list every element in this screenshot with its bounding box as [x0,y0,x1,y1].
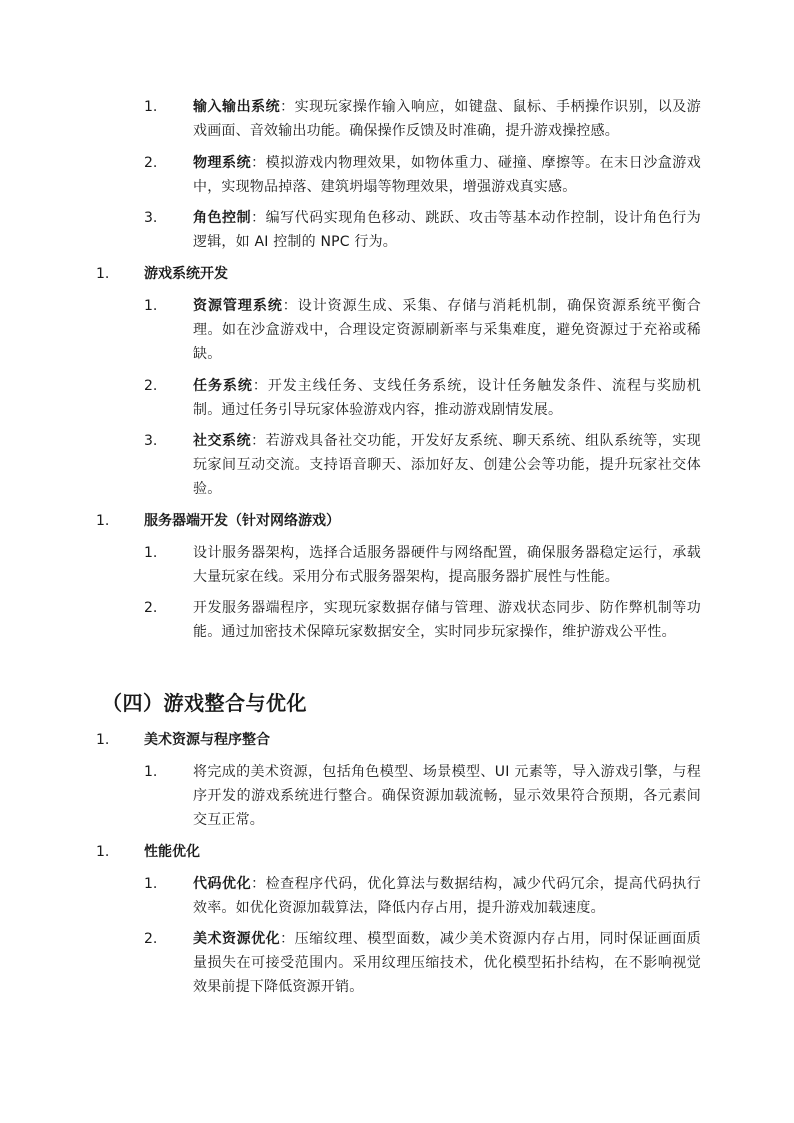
list-item-text [193,374,701,422]
list-number: 1. [144,876,158,892]
list-item-text [193,429,701,501]
list-item-description: ：设计资源生成、采集、存储与消耗机制，确保资源系统平衡合理。如在沙盒游戏中，合理设定资源刷新率与采集难度，避免资源过于充裕或稀缺。 [193,298,701,362]
list-item-text [193,596,701,644]
list-number: 1. [96,732,110,748]
list-item-description: ：实现玩家操作输入响应，如键盘、鼠标、手柄操作识别，以及游戏画面、音效输出功能。确保操作反馈及时准确，提升游戏操控感。 [193,99,701,139]
list-item-description: 将完成的美术资源，包括角色模型、场景模型、UI 元素等，导入游戏引擎，与程序开发的游戏系统进行整合。确保资源加载流畅，显示效果符合预期，各元素间交互正常。 [193,764,701,828]
list-number: 2. [144,155,158,171]
list-item-description: ：若游戏具备社交功能，开发好友系统、聊天系统、组队系统等，实现玩家间互动交流。支持语音聊天、添加好友、创建公会等功能，提升玩家社交体验。 [193,433,701,497]
list-item-text [193,151,701,199]
list-number: 1. [96,844,110,860]
list-heading-text: 游戏系统开发 [144,266,228,282]
list-item-description: ：模拟游戏内物理效果，如物体重力、碰撞、摩擦等。在末日沙盒游戏中，实现物品掉落、建筑坍塌等物理效果，增强游戏真实感。 [193,155,701,195]
list-item-term: 美术资源优化 [193,931,281,947]
list-item-text [193,541,701,589]
section-title: （四）游戏整合与优化 [102,691,307,715]
list-number: 3. [144,433,158,449]
list-item-description: ：检查程序代码，优化算法与数据结构，减少代码冗余，提高代码执行效率。如优化资源加载算法，降低内存占用，提升游戏加载速度。 [193,876,701,916]
list-item-term: 角色控制 [193,210,252,226]
list-heading-text: 服务器端开发（针对网络游戏） [144,513,340,529]
list-item-text [193,872,701,920]
list-number: 3. [144,210,158,226]
list-item-description: 开发服务器端程序，实现玩家数据存储与管理、游戏状态同步、防作弊机制等功能。通过加密技术保障玩家数据安全，实时同步玩家操作，维护游戏公平性。 [193,600,701,640]
list-item-text [193,927,701,999]
list-item-description: ：压缩纹理、模型面数，减少美术资源内存占用，同时保证画面质量损失在可接受范围内。采用纹理压缩技术，优化模型拓扑结构，在不影响视觉效果前提下降低资源开销。 [193,931,701,995]
list-number: 1. [144,99,158,115]
list-number: 2. [144,600,158,616]
list-item-description: 设计服务器架构，选择合适服务器硬件与网络配置，确保服务器稳定运行，承载大量玩家在线。采用分布式服务器架构，提高服务器扩展性与性能。 [193,545,701,585]
list-item-description: ：开发主线任务、支线任务系统，设计任务触发条件、流程与奖励机制。通过任务引导玩家体验游戏内容，推动游戏剧情发展。 [193,378,701,418]
list-item-text [193,294,701,366]
list-item-text [193,760,701,832]
list-item-description: ：编写代码实现角色移动、跳跃、攻击等基本动作控制，设计角色行为逻辑，如 AI 控制的 NPC 行为。 [193,210,701,250]
list-number: 1. [96,513,110,529]
list-item-term: 资源管理系统 [193,298,283,314]
list-number: 1. [144,545,158,561]
list-item-term: 输入输出系统 [193,99,281,115]
list-item-term: 代码优化 [193,876,252,892]
list-heading-text: 性能优化 [144,844,200,860]
list-item-text [193,206,701,254]
list-item-term: 任务系统 [193,378,253,394]
list-item-text [193,95,701,143]
list-number: 1. [144,298,158,314]
list-number: 1. [96,266,110,282]
list-number: 2. [144,931,158,947]
list-heading-text: 美术资源与程序整合 [144,732,270,748]
list-item-term: 物理系统 [193,155,252,171]
list-item-term: 社交系统 [193,433,252,449]
list-number: 2. [144,378,158,394]
list-number: 1. [144,764,158,780]
